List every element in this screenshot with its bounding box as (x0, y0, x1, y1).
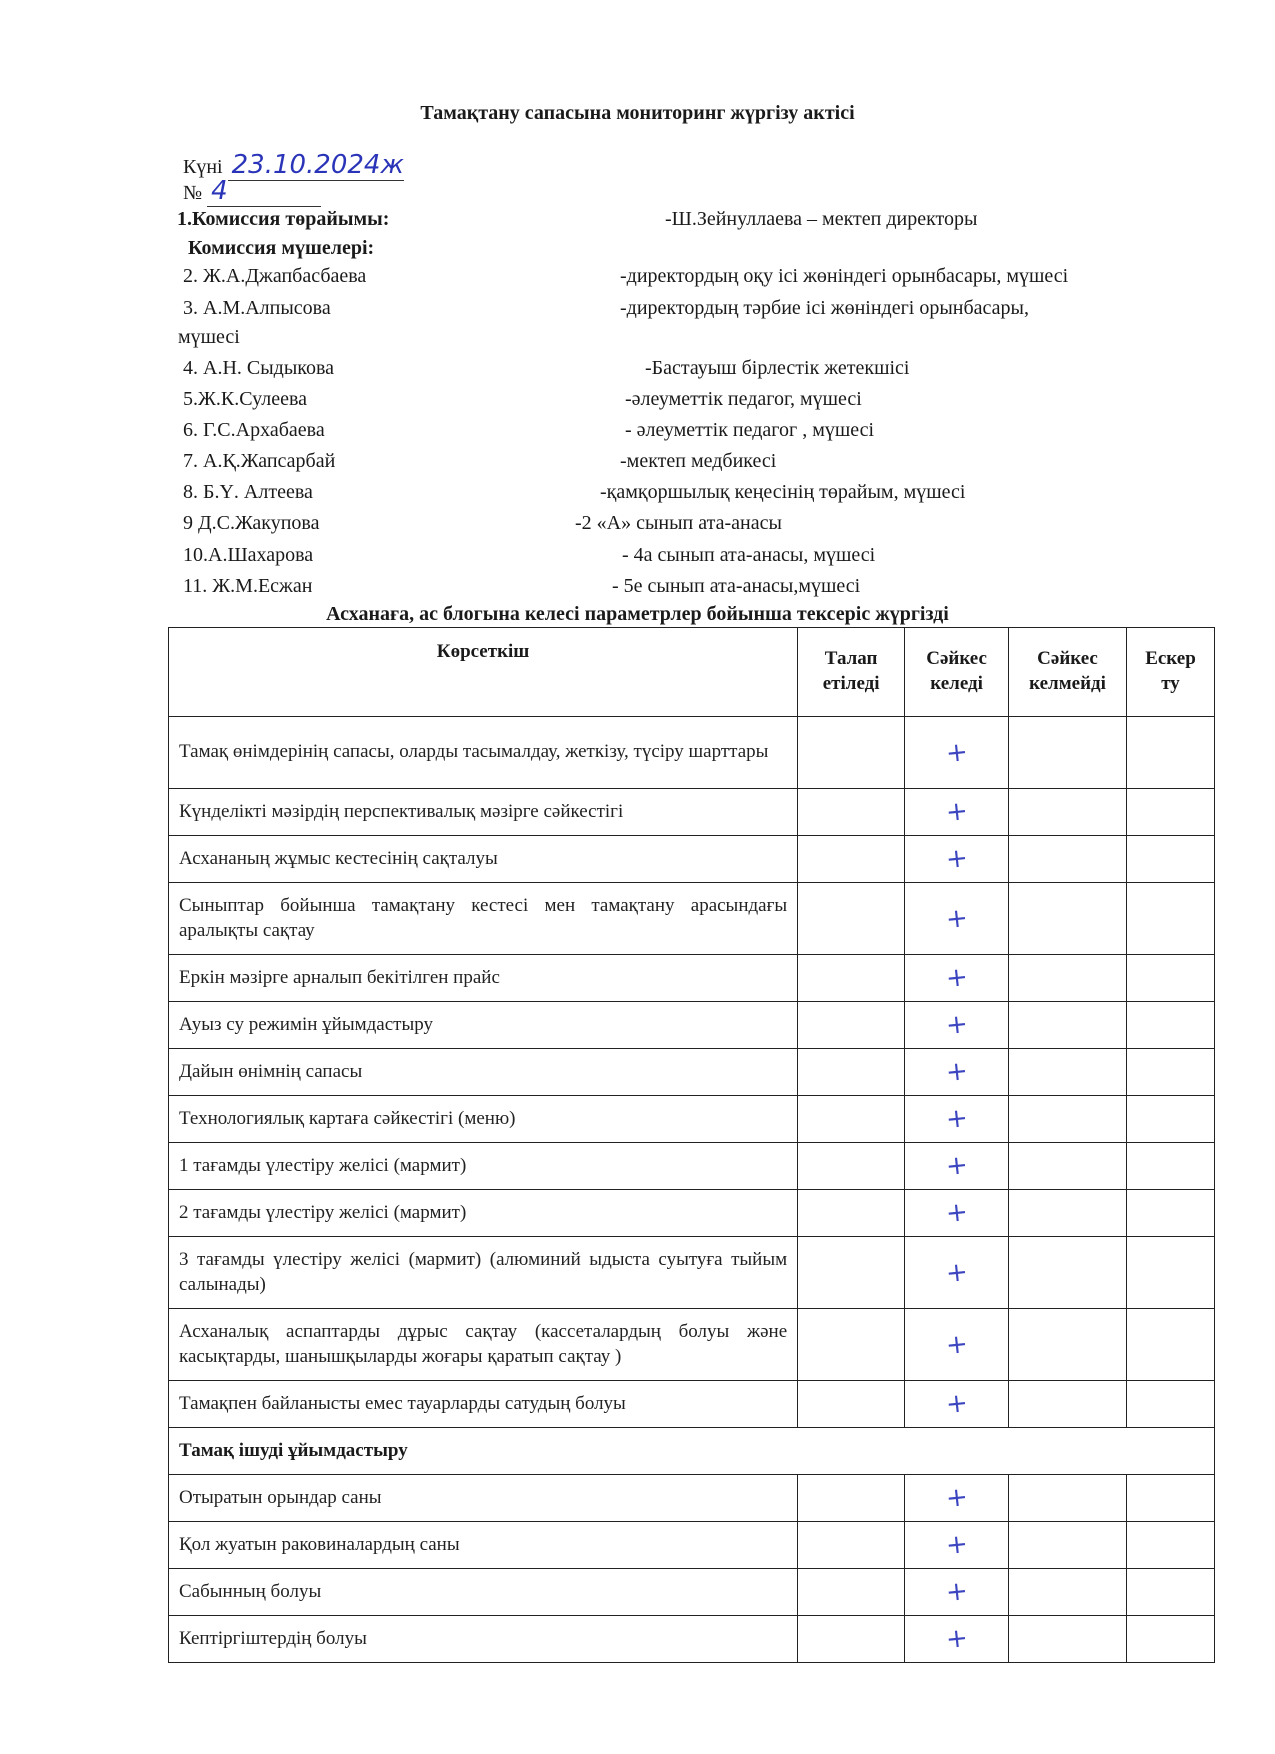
header-indicator: Көрсеткіш (169, 628, 798, 717)
required-cell (798, 717, 905, 789)
members-label: Комиссия мүшелері: (188, 237, 375, 259)
member-name: 6. Г.С.Архабаева (183, 419, 325, 441)
member-role: -2 «А» сынып ата-анасы (575, 512, 782, 534)
member-role: - 4а сынып ата-анасы, мүшесі (622, 544, 876, 566)
member-name: 9 Д.С.Жакупова (183, 512, 320, 534)
number-line (183, 176, 321, 207)
note-cell (1127, 1096, 1215, 1143)
required-cell (798, 1237, 905, 1309)
noncompliant-cell (1009, 1190, 1127, 1237)
required-cell (798, 1475, 905, 1522)
compliant-cell (905, 1616, 1009, 1663)
required-cell (798, 1096, 905, 1143)
required-cell (798, 1309, 905, 1381)
handwritten-plus-mark: + (944, 1102, 969, 1136)
inspection-table (168, 627, 1215, 1663)
member-name: 8. Б.Ү. Алтеева (183, 481, 313, 503)
header-compliant: Сәйкес келеді (905, 628, 1009, 717)
note-cell (1127, 1002, 1215, 1049)
indicator-cell: Асхананың жұмыс кестесінің сақталуы (169, 836, 798, 883)
date-label: Күні (183, 156, 223, 178)
table-row (169, 883, 1215, 955)
number-value: 4 (207, 176, 321, 207)
table-row (169, 1475, 1215, 1522)
table-row (169, 1237, 1215, 1309)
handwritten-plus-mark: + (944, 1481, 969, 1515)
compliant-cell (905, 1475, 1009, 1522)
chair-role: -Ш.Зейнуллаева – мектеп директоры (665, 208, 978, 230)
noncompliant-cell (1009, 1002, 1127, 1049)
handwritten-plus-mark: + (944, 1528, 969, 1562)
number-label: № (183, 182, 203, 204)
member-name: 5.Ж.К.Сулеева (183, 388, 308, 410)
compliant-cell (905, 1049, 1009, 1096)
date-value: 23.10.2024ж (228, 150, 404, 181)
subsection-title: Тамақ ішуді ұйымдастыру (169, 1428, 1215, 1475)
table-row (169, 717, 1215, 789)
handwritten-plus-mark: + (944, 1575, 969, 1609)
indicator-cell: Еркін мәзірге арналып бекітілген прайс (169, 955, 798, 1002)
note-cell (1127, 1237, 1215, 1309)
handwritten-plus-mark: + (944, 1256, 969, 1289)
header-note: Ескер ту (1127, 628, 1215, 717)
indicator-cell: Тамақпен байланысты емес тауарларды сатудың болуы (169, 1381, 798, 1428)
indicator-cell: Асханалық аспаптарды дұрыс сақтау (кассеталардың болуы және касықтарды, шанышқыларды жоғары қаратып сақтау ) (169, 1309, 798, 1381)
table-row (169, 1616, 1215, 1663)
note-cell (1127, 1190, 1215, 1237)
noncompliant-cell (1009, 1143, 1127, 1190)
note-cell (1127, 1143, 1215, 1190)
indicator-cell: Күнделікті мәзірдің перспективалық мәзірге сәйкестігі (169, 789, 798, 836)
note-cell (1127, 1522, 1215, 1569)
required-cell (798, 1569, 905, 1616)
compliant-cell (905, 1190, 1009, 1237)
member-role: -Бастауыш бірлестік жетекшісі (645, 357, 910, 379)
indicator-cell: 1 тағамды үлестіру желісі (мармит) (169, 1143, 798, 1190)
compliant-cell (905, 836, 1009, 883)
indicator-cell: Сыныптар бойынша тамақтану кестесі мен тамақтану арасындағы аралықты сақтау (169, 883, 798, 955)
indicator-cell: Ауыз су режимін ұйымдастыру (169, 1002, 798, 1049)
table-row (169, 1049, 1215, 1096)
note-cell (1127, 1616, 1215, 1663)
handwritten-plus-mark: + (944, 1387, 969, 1421)
compliant-cell (905, 1237, 1009, 1309)
compliant-cell (905, 789, 1009, 836)
table-row (169, 1381, 1215, 1428)
required-cell (798, 1049, 905, 1096)
table-row (169, 1190, 1215, 1237)
table-row (169, 789, 1215, 836)
required-cell (798, 789, 905, 836)
compliant-cell (905, 1569, 1009, 1616)
member-name: 7. А.Қ.Жапсарбай (183, 450, 336, 472)
handwritten-plus-mark: + (944, 1622, 969, 1656)
compliant-cell (905, 883, 1009, 955)
indicator-cell: Кептіргіштердің болуы (169, 1616, 798, 1663)
table-header-row (169, 628, 1215, 717)
member-role: - 5е сынып ата-анасы,мүшесі (612, 575, 861, 597)
member-role: -директордың тәрбие ісі жөніндегі орынбасары, (620, 297, 1029, 319)
required-cell (798, 1190, 905, 1237)
table-row (169, 1096, 1215, 1143)
handwritten-plus-mark: + (944, 1196, 969, 1230)
required-cell (798, 883, 905, 955)
required-cell (798, 1143, 905, 1190)
document-title: Тамақтану сапасына мониторинг жүргізу актісі (420, 102, 855, 124)
handwritten-plus-mark: + (944, 736, 969, 769)
table-row (169, 1522, 1215, 1569)
indicator-cell: 3 тағамды үлестіру желісі (мармит) (алюминий ыдыста суытуға тыйым салынады) (169, 1237, 798, 1309)
noncompliant-cell (1009, 1616, 1127, 1663)
member-role: -директордың оқу ісі жөніндегі орынбасары, мүшесі (620, 265, 1069, 287)
compliant-cell (905, 717, 1009, 789)
note-cell (1127, 1309, 1215, 1381)
table-body (169, 717, 1215, 1663)
noncompliant-cell (1009, 717, 1127, 789)
indicator-cell: Отыратын орындар саны (169, 1475, 798, 1522)
chair-label: 1.Комиссия төрайымы: (177, 208, 390, 230)
section-title: Асханаға, ас блогына келесі параметрлер бойынша тексеріс жүргізді (326, 603, 949, 625)
indicator-cell: Технологиялық картаға сәйкестігі (меню) (169, 1096, 798, 1143)
note-cell (1127, 1475, 1215, 1522)
compliant-cell (905, 1309, 1009, 1381)
noncompliant-cell (1009, 1381, 1127, 1428)
handwritten-plus-mark: + (944, 961, 969, 995)
member-name: 11. Ж.М.Есжан (183, 575, 313, 597)
noncompliant-cell (1009, 789, 1127, 836)
table-row (169, 1569, 1215, 1616)
required-cell (798, 1002, 905, 1049)
compliant-cell (905, 955, 1009, 1002)
compliant-cell (905, 1143, 1009, 1190)
compliant-cell (905, 1002, 1009, 1049)
indicator-cell: 2 тағамды үлестіру желісі (мармит) (169, 1190, 798, 1237)
handwritten-plus-mark: + (944, 1328, 969, 1361)
member-role: -әлеуметтік педагог, мүшесі (625, 388, 862, 410)
compliant-cell (905, 1381, 1009, 1428)
noncompliant-cell (1009, 1096, 1127, 1143)
header-required: Талап етіледі (798, 628, 905, 717)
member-name: мүшесі (178, 326, 240, 348)
indicator-cell: Дайын өнімнің сапасы (169, 1049, 798, 1096)
note-cell (1127, 1569, 1215, 1616)
compliant-cell (905, 1522, 1009, 1569)
required-cell (798, 955, 905, 1002)
handwritten-plus-mark: + (944, 1055, 969, 1089)
table-row (169, 836, 1215, 883)
note-cell (1127, 789, 1215, 836)
indicator-cell: Тамақ өнімдерінің сапасы, оларды тасымалдау, жеткізу, түсіру шарттары (169, 717, 798, 789)
table-row (169, 1002, 1215, 1049)
required-cell (798, 1616, 905, 1663)
table-row (169, 1309, 1215, 1381)
indicator-cell: Қол жуатын раковиналардың саны (169, 1522, 798, 1569)
subsection-row (169, 1428, 1215, 1475)
noncompliant-cell (1009, 883, 1127, 955)
required-cell (798, 1381, 905, 1428)
noncompliant-cell (1009, 955, 1127, 1002)
note-cell (1127, 1049, 1215, 1096)
member-role: - әлеуметтік педагог , мүшесі (625, 419, 875, 441)
member-role: -мектеп медбикесі (620, 450, 777, 472)
noncompliant-cell (1009, 1569, 1127, 1616)
noncompliant-cell (1009, 1522, 1127, 1569)
handwritten-plus-mark: + (944, 842, 969, 876)
header-noncompliant: Сәйкес келмейді (1009, 628, 1127, 717)
handwritten-plus-mark: + (944, 1149, 969, 1183)
handwritten-plus-mark: + (944, 902, 969, 935)
handwritten-plus-mark: + (944, 795, 969, 829)
member-name: 3. А.М.Алпысова (183, 297, 331, 319)
noncompliant-cell (1009, 1309, 1127, 1381)
handwritten-plus-mark: + (944, 1008, 969, 1042)
compliant-cell (905, 1096, 1009, 1143)
note-cell (1127, 1381, 1215, 1428)
member-name: 2. Ж.А.Джапбасбаева (183, 265, 367, 287)
noncompliant-cell (1009, 1475, 1127, 1522)
note-cell (1127, 955, 1215, 1002)
note-cell (1127, 883, 1215, 955)
noncompliant-cell (1009, 836, 1127, 883)
member-name: 4. А.Н. Сыдыкова (183, 357, 335, 379)
indicator-cell: Сабынның болуы (169, 1569, 798, 1616)
table-row (169, 955, 1215, 1002)
note-cell (1127, 836, 1215, 883)
note-cell (1127, 717, 1215, 789)
member-name: 10.А.Шахарова (183, 544, 314, 566)
noncompliant-cell (1009, 1049, 1127, 1096)
required-cell (798, 836, 905, 883)
noncompliant-cell (1009, 1237, 1127, 1309)
table-row (169, 1143, 1215, 1190)
required-cell (798, 1522, 905, 1569)
member-role: -қамқоршылық кеңесінің төрайым, мүшесі (600, 481, 966, 503)
